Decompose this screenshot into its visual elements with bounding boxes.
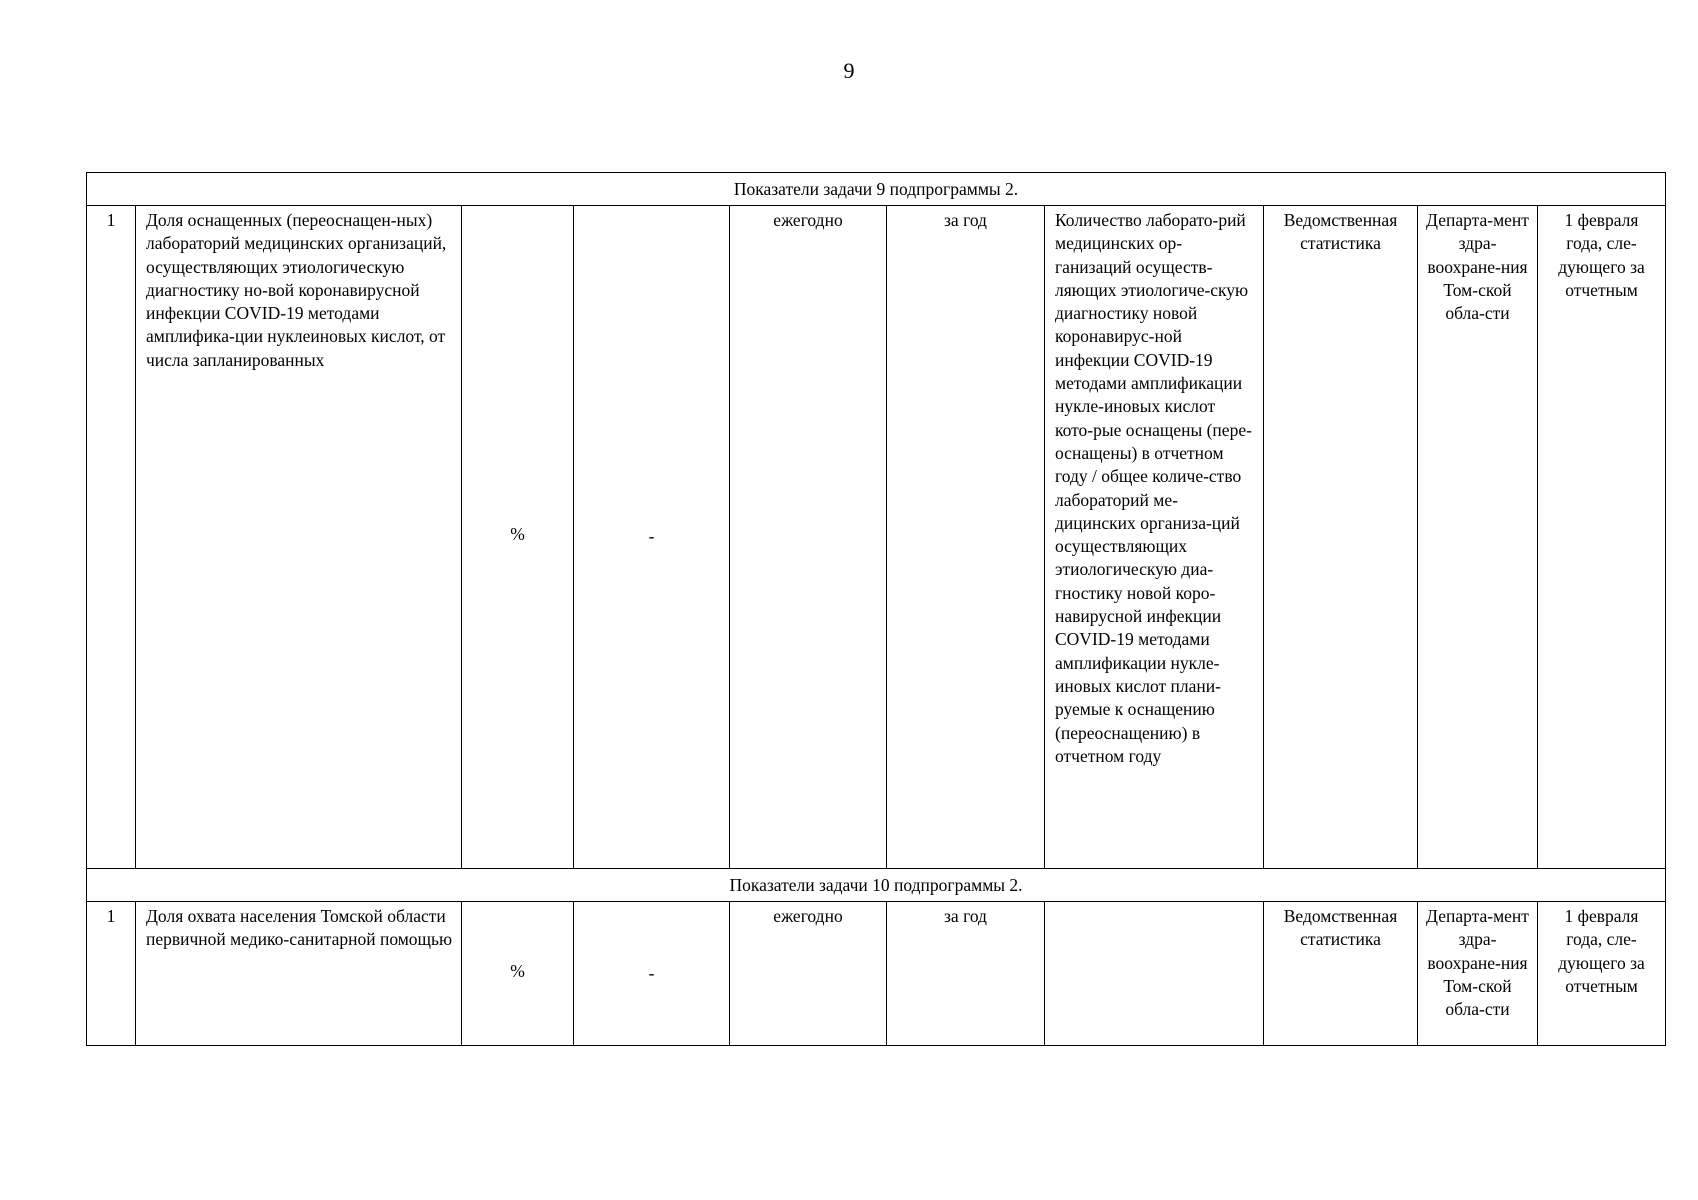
section-header-row — [87, 173, 1666, 206]
section-title: Показатели задачи 9 подпрограммы 2. — [87, 173, 1666, 206]
data-source: Ведомственная статистика — [1264, 902, 1418, 1046]
unit-cell — [462, 206, 574, 869]
value: - — [648, 962, 655, 983]
period: за год — [887, 902, 1045, 1046]
calculation-formula — [1045, 902, 1264, 1046]
periodicity: ежегодно — [730, 206, 887, 869]
periodicity: ежегодно — [730, 902, 887, 1046]
indicator-name: Доля оснащенных (переоснащен-ных) лабораторий медицинских организаций, осуществляющих этиологическую диагностику но-вой коронавирусной инфекции COVID-19 методами амплифика-ции нуклеиновых кислот, от числа запланированных — [136, 206, 462, 869]
period: за год — [887, 206, 1045, 869]
page-number: 9 — [843, 58, 855, 83]
unit: % — [510, 524, 525, 545]
row-number: 1 — [87, 206, 136, 869]
unit-cell — [462, 902, 574, 1046]
responsible-department: Департа-мент здра-воохране-ния Том-ской обла-сти — [1418, 902, 1538, 1046]
calculation-formula: Количество лаборато-рий медицинских ор-ганизаций осуществ-ляющих этиологиче-скую диагностику новой коронавирус-ной инфекции COVID-19 методами амплификации нукле-иновых кислот кото-рые оснащены (пере-оснащены) в отчетном году / общее количе-ство лабораторий ме-дицинских организа-ций осуществляющих этиологическую диа-гностику новой коро-навирусной инфекции COVID-19 методами амплификации нукле-иновых кислот плани-руемые к оснащению (переоснащению) в отчетном году — [1045, 206, 1264, 869]
unit: % — [510, 960, 525, 981]
value: - — [648, 526, 655, 547]
deadline: 1 февраля года, сле-дующего за отчетным — [1538, 902, 1666, 1046]
section-header-row — [87, 869, 1666, 902]
value-cell — [574, 902, 730, 1046]
responsible-department: Департа-мент здра-воохране-ния Том-ской обла-сти — [1418, 206, 1538, 869]
value-cell — [574, 206, 730, 869]
indicators-table — [86, 172, 1666, 1046]
row-number: 1 — [87, 902, 136, 1046]
section-title: Показатели задачи 10 подпрограммы 2. — [87, 869, 1666, 902]
deadline: 1 февраля года, сле-дующего за отчетным — [1538, 206, 1666, 869]
indicator-name: Доля охвата населения Томской области первичной медико-санитарной помощью — [136, 902, 462, 1046]
table-row — [87, 902, 1666, 1046]
table-row — [87, 206, 1666, 869]
data-source: Ведомственная статистика — [1264, 206, 1418, 869]
